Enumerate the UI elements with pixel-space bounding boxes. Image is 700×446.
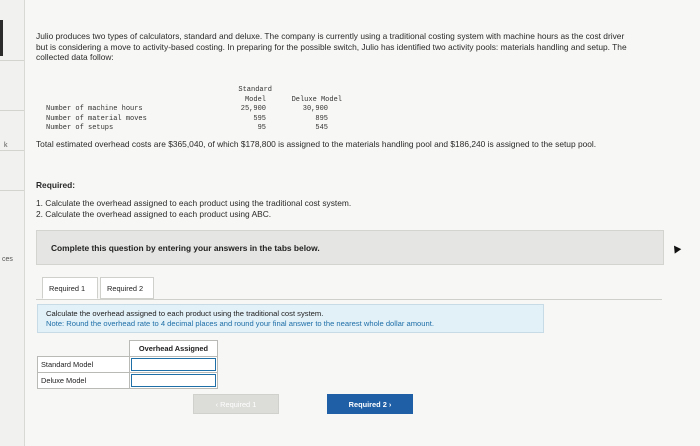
instruction-box bbox=[37, 304, 544, 333]
deluxe-model-label: Deluxe Model bbox=[38, 373, 130, 389]
requirement-2: 2. Calculate the overhead assigned to each product using ABC. bbox=[36, 209, 272, 219]
row-label: Number of machine hours bbox=[46, 105, 143, 114]
mouse-cursor-icon bbox=[671, 243, 682, 253]
deluxe-model-overhead-input[interactable] bbox=[131, 374, 216, 387]
table-row bbox=[38, 373, 218, 389]
row-standard: 95 bbox=[257, 124, 266, 133]
row-label: Number of material moves bbox=[46, 114, 147, 123]
overhead-assigned-header: Overhead Assigned bbox=[130, 341, 218, 357]
requirement-1: 1. Calculate the overhead assigned to each product using the traditional cost system. bbox=[36, 198, 352, 208]
row-standard: 595 bbox=[253, 114, 266, 123]
answer-table bbox=[37, 340, 218, 389]
required-heading: Required: bbox=[36, 180, 76, 190]
col-standard-line2: Model bbox=[244, 95, 266, 104]
overhead-text: Total estimated overhead costs are $365,040, of which $178,800 is assigned to the materials handling pool and $186,240 is assigned to the setup pool. bbox=[36, 139, 597, 149]
standard-model-label: Standard Model bbox=[38, 357, 130, 373]
rail-active-marker bbox=[0, 20, 3, 56]
instruction-text: Calculate the overhead assigned to each product using the traditional cost system. bbox=[46, 309, 324, 318]
row-deluxe: 545 bbox=[315, 124, 328, 133]
rail-label: ces bbox=[2, 256, 13, 263]
standard-model-overhead-input[interactable] bbox=[131, 358, 216, 371]
row-deluxe: 30,900 bbox=[302, 105, 328, 114]
tab-required-1[interactable]: Required 1 bbox=[42, 277, 98, 299]
standard-model-cell bbox=[130, 357, 218, 373]
problem-intro: Julio produces two types of calculators, standard and deluxe. The company is currently using a traditional costing system with machine hours as the cost driver but is considering a move to activity-based costing. In preparing for the possible switch, Julio has identified two activity pools: materials handling and setup. The collected data follow: bbox=[36, 31, 627, 63]
rounding-note: Note: Round the overhead rate to 4 decimal places and round your final answer to the nearest whole dollar amount. bbox=[46, 319, 434, 328]
banner-text: Complete this question by entering your answers in the tabs below. bbox=[51, 243, 320, 253]
row-label: Number of setups bbox=[46, 124, 114, 133]
deluxe-model-cell bbox=[130, 373, 218, 389]
row-deluxe: 895 bbox=[315, 114, 328, 123]
rail-mark-text: k bbox=[4, 142, 8, 149]
rail-divider bbox=[0, 190, 24, 191]
col-standard-line1: Standard bbox=[238, 86, 272, 94]
instruction-banner bbox=[36, 230, 664, 265]
row-standard: 25,900 bbox=[240, 105, 266, 114]
prev-required-button[interactable]: ‹ Required 1 bbox=[193, 394, 279, 414]
next-required-button[interactable]: Required 2 › bbox=[327, 394, 413, 414]
table-row bbox=[38, 357, 218, 373]
col-deluxe: Deluxe Model bbox=[291, 95, 342, 104]
left-rail bbox=[0, 0, 25, 446]
tab-required-2[interactable]: Required 2 bbox=[100, 277, 154, 299]
empty-header-cell bbox=[38, 341, 130, 357]
rail-divider bbox=[0, 60, 24, 61]
rail-divider bbox=[0, 150, 24, 151]
answer-header-row bbox=[38, 341, 218, 357]
rail-divider bbox=[0, 110, 24, 111]
